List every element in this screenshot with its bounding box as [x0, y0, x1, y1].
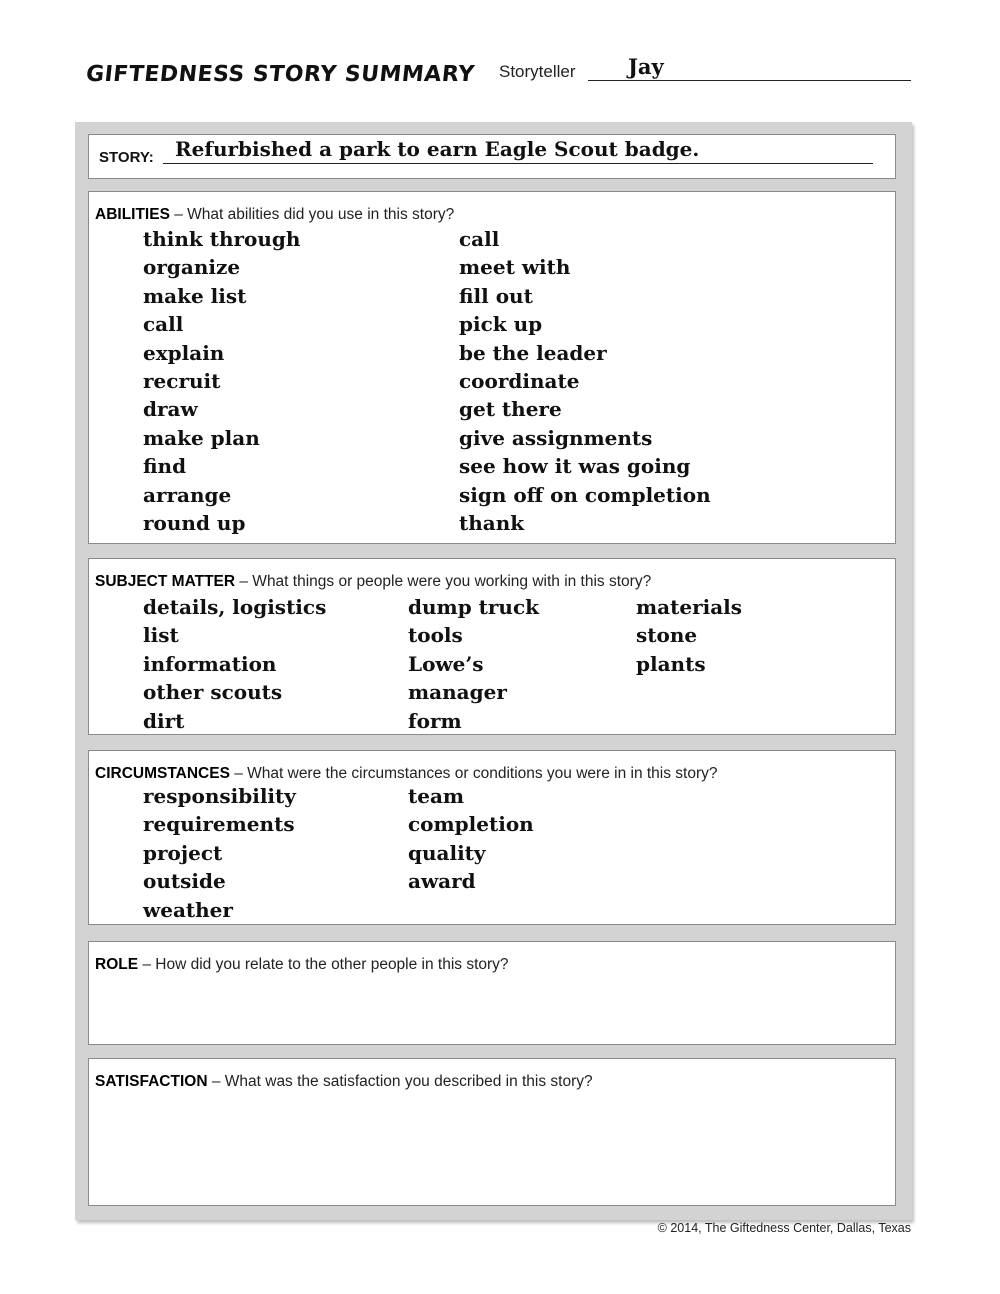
list-item: form	[408, 708, 462, 733]
list-item: award	[408, 869, 476, 894]
story-section	[88, 134, 896, 179]
list-item: coordinate	[459, 368, 580, 393]
list-item: Lowe’s	[408, 651, 484, 676]
list-item: think through	[143, 227, 301, 251]
circumstances-heading	[95, 765, 718, 783]
role-label: ROLE	[95, 956, 139, 973]
satisfaction-question: – What was the satisfaction you described in this story?	[207, 1073, 593, 1090]
list-item: draw	[143, 397, 198, 422]
role-section[interactable]	[88, 941, 896, 1045]
satisfaction-label: SATISFACTION	[95, 1073, 208, 1090]
story-field[interactable]	[163, 139, 873, 164]
storyteller-value: Jay	[628, 54, 664, 79]
list-item: responsibility	[143, 784, 296, 808]
storyteller-label: Storyteller	[499, 62, 576, 81]
list-item: thank	[459, 510, 525, 535]
subject-matter-column-1	[143, 593, 326, 735]
list-item: find	[143, 454, 187, 479]
subject-matter-column-2	[408, 593, 539, 735]
list-item: materials	[636, 595, 743, 619]
list-item: other scouts	[143, 680, 283, 705]
satisfaction-heading	[95, 1073, 593, 1091]
list-item: sign off on completion	[459, 482, 711, 507]
list-item: dump truck	[408, 595, 539, 619]
list-item: make plan	[143, 425, 260, 450]
list-item: meet with	[459, 255, 571, 280]
abilities-label: ABILITIES	[95, 206, 170, 223]
subject-matter-question: – What things or people were you working with in this story?	[235, 573, 652, 590]
list-item: call	[143, 312, 184, 337]
subject-matter-heading	[95, 573, 651, 591]
list-item: quality	[408, 840, 486, 865]
list-item: fill out	[459, 283, 533, 308]
list-item: see how it was going	[459, 454, 691, 479]
circumstances-section	[88, 750, 896, 925]
subject-matter-column-3	[636, 593, 742, 678]
list-item: list	[143, 623, 179, 648]
page-title: GIFTEDNESS STORY SUMMARY	[84, 62, 476, 87]
list-item: give assignments	[459, 425, 653, 450]
list-item: details, logistics	[143, 595, 327, 619]
list-item: requirements	[143, 812, 295, 837]
list-item: explain	[143, 340, 225, 365]
list-item: recruit	[143, 368, 221, 393]
list-item: stone	[636, 623, 698, 648]
storyteller-field[interactable]	[588, 56, 911, 81]
list-item: project	[143, 840, 223, 865]
satisfaction-section[interactable]	[88, 1058, 896, 1206]
abilities-heading	[95, 206, 454, 224]
subject-matter-section	[88, 558, 896, 735]
abilities-column-1	[143, 225, 300, 537]
abilities-column-2	[459, 225, 711, 537]
story-value: Refurbished a park to earn Eagle Scout badge.	[175, 137, 700, 161]
list-item: weather	[143, 897, 233, 922]
list-item: call	[459, 227, 500, 251]
list-item: plants	[636, 651, 706, 676]
list-item: information	[143, 651, 277, 676]
subject-matter-label: SUBJECT MATTER	[95, 573, 236, 590]
role-question: – How did you relate to the other people in this story?	[138, 956, 509, 973]
list-item: organize	[143, 255, 241, 280]
story-label: STORY:	[99, 149, 154, 166]
list-item: manager	[408, 680, 507, 705]
circumstances-column-1	[143, 782, 296, 924]
list-item: pick up	[459, 312, 543, 337]
circumstances-question: – What were the circumstances or conditions you were in in this story?	[229, 765, 718, 782]
list-item: get there	[459, 397, 562, 422]
circumstances-label: CIRCUMSTANCES	[95, 765, 230, 782]
abilities-section	[88, 191, 896, 544]
list-item: tools	[408, 623, 463, 648]
copyright-notice: © 2014, The Giftedness Center, Dallas, Texas	[657, 1221, 911, 1235]
list-item: team	[408, 784, 465, 808]
list-item: be the leader	[459, 340, 607, 365]
list-item: completion	[408, 812, 534, 837]
role-heading	[95, 956, 509, 974]
circumstances-column-2	[408, 782, 534, 896]
list-item: round up	[143, 510, 246, 535]
list-item: make list	[143, 283, 247, 308]
list-item: outside	[143, 869, 226, 894]
abilities-question: – What abilities did you use in this story?	[169, 206, 455, 223]
list-item: arrange	[143, 482, 232, 507]
list-item: dirt	[143, 708, 185, 733]
